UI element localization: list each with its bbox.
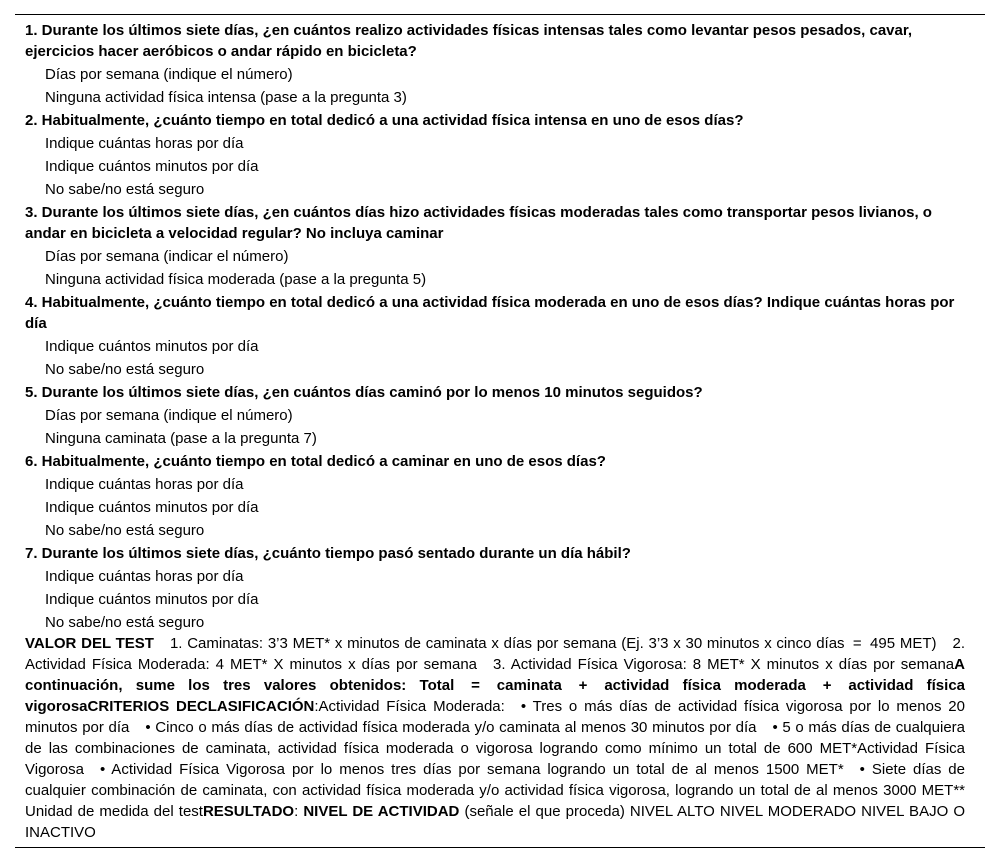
questionnaire-table: [15, 14, 985, 848]
question-1: 1. Durante los últimos siete días, ¿en cuántos realizo actividades físicas intensas tales como levantar pesos pesados, cavar, ejercicios hacer aeróbicos o andar rápido en bicicleta?: [25, 22, 913, 60]
sum-plus-1: +: [578, 677, 588, 694]
question-7-option-3: No sabe/no está seguro: [45, 614, 205, 631]
criterios-text: :Actividad Física Moderada:: [314, 698, 505, 715]
scoring-footer: [25, 633, 965, 843]
question-2-option-1: Indique cuántas horas por día: [45, 135, 244, 152]
sum-instruction: A continuación, sume los tres valores obtenidos: Total: [25, 656, 965, 694]
question-7-option-1: Indique cuántas horas por día: [45, 568, 244, 585]
question-6: 6. Habitualmente, ¿cuánto tiempo en total dedicó a caminar en uno de esos días?: [25, 453, 606, 470]
question-2-option-3: No sabe/no está seguro: [45, 181, 205, 198]
criterion-4: • Actividad Física Vigorosa por lo menos tres días por semana logrando un total de al menos 1500 MET*: [99, 761, 844, 778]
scoring-item-1-result: 495 MET): [870, 635, 937, 652]
question-6-option-3: No sabe/no está seguro: [45, 522, 205, 539]
sum-equals: =: [471, 677, 480, 694]
scoring-item-1: 1. Caminatas: 3’3 MET* x minutos de caminata x días por semana (Ej. 3’3 x 30 minutos x cinco días: [169, 635, 845, 652]
nivel-options: (señale el que proceda) NIVEL ALTO NIVEL MODERADO NIVEL BAJO O INACTIVO: [25, 803, 965, 841]
question-1-option-2: Ninguna actividad física intensa (pase a la pregunta 3): [45, 89, 407, 106]
question-7: 7. Durante los últimos siete días, ¿cuánto tiempo pasó sentado durante un día hábil?: [25, 545, 631, 562]
sum-plus-2: +: [822, 677, 832, 694]
question-5: 5. Durante los últimos siete días, ¿en cuántos días caminó por lo menos 10 minutos seguidos?: [25, 384, 703, 401]
equals-sign: =: [852, 635, 862, 652]
question-1-option-1: Días por semana (indique el número): [45, 66, 293, 83]
resultado-label: RESULTADO: [202, 803, 295, 820]
question-4: 4. Habitualmente, ¿cuánto tiempo en total dedicó a una actividad física moderada en uno de esos días? Indique cuántas horas por día: [25, 294, 955, 332]
resultado-colon: :: [294, 803, 299, 820]
criterion-2: • Cinco o más días de actividad física moderada y/o caminata al menos 30 minutos por día: [145, 719, 757, 736]
question-6-option-1: Indique cuántas horas por día: [45, 476, 244, 493]
question-2-option-2: Indique cuántos minutos por día: [45, 158, 259, 175]
nivel-label: NIVEL DE ACTIVIDAD: [303, 803, 460, 820]
sum-moderada: actividad física moderada: [604, 677, 806, 694]
scoring-item-3: 3. Actividad Física Vigorosa: 8 MET* X minutos x días por semana: [493, 656, 955, 673]
question-5-option-1: Días por semana (indique el número): [45, 407, 293, 424]
question-6-option-2: Indique cuántos minutos por día: [45, 499, 259, 516]
sum-vigorosa: actividad física vigorosa: [25, 677, 966, 715]
question-4-option-1: Indique cuántos minutos por día: [45, 338, 259, 355]
criterion-5: • Siete días de cualquier combinación de caminata, con actividad física moderada y/o actividad física vigorosa, logrando un total de al menos 3000 MET** Unidad de medida del test: [25, 761, 965, 820]
criterios-label: CRITERIOS DECLASIFICACIÓN: [87, 698, 315, 715]
question-3-option-2: Ninguna actividad física moderada (pase a la pregunta 5): [45, 271, 427, 288]
question-2: 2. Habitualmente, ¿cuánto tiempo en total dedicó a una actividad física intensa en uno de esos días?: [25, 112, 744, 129]
question-7-option-2: Indique cuántos minutos por día: [45, 591, 259, 608]
scoring-item-2: 2. Actividad Física Moderada: 4 MET* X minutos x días por semana: [25, 635, 965, 673]
question-3-option-1: Días por semana (indicar el número): [45, 248, 289, 265]
question-3: 3. Durante los últimos siete días, ¿en cuántos días hizo actividades físicas moderadas tales como transportar pesos livianos, o andar en bicicleta a velocidad regular? No incluya caminar: [25, 204, 932, 242]
questionnaire-content: [25, 18, 965, 843]
question-4-option-2: No sabe/no está seguro: [45, 361, 205, 378]
criterion-3: • 5 o más días de cualquiera de las combinaciones de caminata, actividad física moderada o vigorosa logrando como mínimo un total de 600 MET*Actividad Física Vigorosa: [25, 719, 966, 778]
sum-caminata: caminata: [496, 677, 562, 694]
valor-label: VALOR DEL TEST: [25, 635, 154, 652]
question-5-option-2: Ninguna caminata (pase a la pregunta 7): [45, 430, 317, 447]
criterion-1: • Tres o más días de actividad física vigorosa por lo menos 20 minutos por día: [25, 698, 965, 736]
